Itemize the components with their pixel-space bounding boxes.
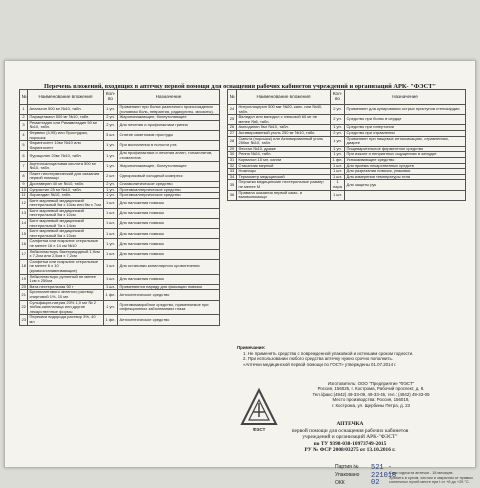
item-purpose: Для наложения повязок: [118, 219, 220, 229]
row-number: 13: [20, 208, 28, 218]
item-purpose: Антисептическое средство: [118, 315, 220, 325]
table-row: [20, 219, 220, 229]
item-quantity: 1 шт.: [331, 174, 345, 180]
item-name: Пакет гипотермический для оказания первой помощи: [28, 171, 104, 181]
row-number: 18: [20, 259, 28, 274]
party-label: Партия №: [335, 464, 359, 470]
item-name: Вата нестерильная 50 г: [28, 284, 104, 290]
item-purpose: Для измерения температуры тела: [345, 174, 466, 180]
row-number: 2: [20, 115, 28, 121]
header-qty: Кол-во: [331, 90, 345, 105]
item-quantity: 1 уп.: [104, 193, 118, 199]
item-quantity: 1 уп.: [331, 146, 345, 152]
item-purpose: Одноразовый холодный компресс: [118, 171, 220, 181]
item-purpose: [345, 190, 466, 200]
item-name: Стаканчик мерный: [237, 163, 331, 169]
item-purpose: Применяют для купирования острых приступов стенокардии: [345, 105, 466, 115]
table-row: [20, 249, 220, 259]
item-quantity: 2 уп.: [331, 130, 345, 136]
manufacturer-info: [283, 381, 459, 408]
row-number: 8: [20, 171, 28, 181]
item-name: Дротаверин 40 мг №10, табл.: [28, 181, 104, 187]
row-number: 4: [20, 130, 28, 140]
item-name: Ножницы: [237, 169, 331, 175]
row-number: 35: [228, 180, 237, 190]
table-row: [20, 300, 220, 315]
header-name: Наименование вложения: [28, 90, 104, 105]
item-name: Активированный уголь 250 мг №10, табл.: [237, 130, 331, 136]
item-quantity: 1 фл.: [104, 315, 118, 325]
item-name: Бинт марлевый медицинский нестерильный 5м х 10см: [28, 208, 104, 218]
item-purpose: Для профилактики и лечения ангин, тонзиллитов, стоматитов: [118, 151, 220, 161]
kit-spec: по ТУ 9398-038-10973749-2015: [313, 440, 387, 447]
row-number: 25: [228, 115, 237, 125]
item-name: Фестал №10, драже: [237, 146, 331, 152]
table-row: [20, 105, 220, 115]
stamp-line: 521 -: [371, 464, 393, 472]
manufacturer-line: Место производства: Россия, 156019,: [332, 397, 410, 403]
item-purpose: Для наложения повязок: [118, 208, 220, 218]
table-row: [20, 315, 220, 325]
item-quantity: 1 уп.: [104, 187, 118, 193]
note-item: «Аптечки медицинской первой помощи по ГОСТ» утверждены 01.07.2014 г.: [243, 361, 397, 367]
item-purpose: Средство при болях в сердце: [345, 115, 466, 125]
item-quantity: 1 уп.: [104, 300, 118, 315]
document-sheet: [4, 60, 476, 487]
notes-heading: Примечание:: [237, 345, 266, 350]
item-quantity: 1 фл.: [104, 290, 118, 300]
item-quantity: 1 шт.: [104, 249, 118, 259]
item-quantity: 1 шт.: [331, 190, 345, 200]
table-row: [228, 115, 466, 125]
row-number: 30: [228, 152, 237, 158]
item-quantity: 2 уп.: [104, 120, 118, 130]
table-row: [228, 136, 466, 146]
row-number: 29: [228, 146, 237, 152]
row-number: 7: [20, 161, 28, 171]
item-name: Ремантадин или Римавитадин 50 мг №10, табл.: [28, 120, 104, 130]
item-purpose: Для наложения повязок: [118, 274, 220, 284]
item-quantity: 1 шт.: [331, 163, 345, 169]
row-number: 1: [20, 105, 28, 115]
contents-table-left: [19, 89, 220, 326]
item-purpose: При изжоге и неприятных ощущениях в желудке: [345, 152, 466, 158]
row-number: 21: [20, 290, 28, 300]
row-number: 3: [20, 120, 28, 130]
table-row: [20, 120, 220, 130]
row-number: 10: [21, 186, 26, 192]
item-name: Лейкопластырь рулонный не менее 1см х 250см: [28, 274, 104, 284]
item-name: Амлодипин 5мг №10, табл.: [237, 125, 331, 131]
item-purpose: Снятие симптомов простуды: [118, 130, 220, 140]
table-row: [20, 161, 220, 171]
packed-label: Упаковано: [335, 472, 360, 478]
item-name: Ренни №24, табл.: [237, 152, 331, 158]
item-quantity: 1 уп.: [104, 161, 118, 171]
table-row: [20, 130, 220, 140]
item-name: Фарингосепт 10мг №10 или Фарингосепт: [28, 141, 104, 151]
item-purpose: Для наложения повязок: [118, 229, 220, 239]
table-header-row: [20, 90, 220, 105]
item-name: Сульфацил-натрия 20% 1,0 мл № 2 тюбик-капельница или другие лекарственные формы: [28, 300, 104, 315]
item-purpose: Антисептическое средство: [118, 290, 220, 300]
item-name: Бинт марлевый медицинский нестерильный 5м х 10см: [28, 229, 104, 239]
manufacturer-line: Россия, 156025, г. Кострома, Рабочий проспект, д. 8.: [317, 386, 425, 392]
item-purpose: Пищеварительное ферментное средство: [345, 146, 466, 152]
manufacturer-line: Изготовитель: ООО "Предприятие "ФЭСТ": [327, 381, 415, 386]
item-name: Супрастин 25 мг №10, табл.: [28, 187, 104, 193]
item-name: Валидол или валидол с глюкозой 60 мг не менее №6, табл.: [237, 115, 331, 125]
kit-description: [231, 421, 469, 454]
row-number: 34: [228, 174, 237, 180]
table-row: [20, 198, 220, 208]
kit-line: учреждений и организаций АРК-"ФЭСТ": [302, 434, 398, 441]
row-number: 20: [21, 283, 26, 289]
item-name: Салфетки или покрытие стерильные не менее 16 х 14 см №10: [28, 239, 104, 249]
item-purpose: Противомикробное средство, применяемое при инфекционных заболеваниях глаза: [118, 300, 220, 315]
item-purpose: Для остановки капиллярного кровотечения: [118, 259, 220, 274]
item-purpose: Противоаллергическое средство: [118, 193, 220, 199]
item-purpose: Для наложения повязок: [118, 198, 220, 208]
row-number: 23: [20, 315, 28, 325]
note-item: 1. Не применять средства с поврежденной упаковкой и истекшим сроком годности.: [243, 350, 414, 356]
note-item: 2. При использовании любого средства аптечку нужно срочно пополнить.: [243, 356, 394, 362]
item-name: Смекта (порошок) или Активированный уголь 250мг №10, табл.: [237, 136, 331, 146]
storage-info: [389, 471, 479, 485]
item-quantity: 1 шт.: [104, 198, 118, 208]
table-row: [228, 105, 466, 115]
item-purpose: Для наложения повязок: [118, 249, 220, 259]
table-row: [20, 141, 220, 151]
item-purpose: Применяют при пищевых интоксикациях, отравлениях, диарее: [345, 136, 466, 146]
row-number: 9: [20, 181, 28, 187]
shelf-life: Срок годности аптечки - 18 месяцев.: [389, 471, 454, 475]
stamp-line: 221018: [371, 471, 397, 480]
header-num: №: [228, 90, 237, 105]
table-row: [20, 239, 220, 249]
header-num: №: [20, 90, 28, 105]
item-name: Правила оказания первой само- и взаимопомощи: [237, 190, 331, 200]
row-number: 22: [20, 300, 28, 315]
row-number: 16: [20, 239, 28, 249]
item-quantity: 1 уп.: [104, 105, 118, 115]
table-row: [20, 229, 220, 239]
kit-heading: АПТЕЧКА: [336, 421, 364, 427]
item-quantity: 1 шт.: [104, 219, 118, 229]
item-name: Перекиси водорода раствор 3%, 40 мл: [28, 315, 104, 325]
row-number: 26: [228, 125, 237, 131]
row-number: 31: [228, 157, 237, 163]
item-name: Фурацилин 20мг №10, табл.: [28, 151, 104, 161]
item-quantity: 1 шт.: [104, 229, 118, 239]
item-quantity: 1 шт.: [104, 208, 118, 218]
item-quantity: 1 шт.: [104, 284, 118, 290]
table-row: [20, 274, 220, 284]
item-quantity: 1 шт.: [331, 169, 345, 175]
item-name: Корвалол 15 мл, капли: [237, 157, 331, 163]
item-name: Нитроглицерин 500 мкг №20, капс. или №40, табл.: [237, 105, 331, 115]
item-quantity: 1 уп.: [331, 152, 345, 158]
item-purpose: Успокаивающее средство: [345, 157, 466, 163]
stamp-line: 02: [371, 479, 380, 487]
row-number: 6: [20, 151, 28, 161]
item-purpose: Для защиты рук: [345, 180, 466, 190]
row-number: 27: [228, 130, 237, 136]
item-quantity: 2 уп.: [331, 105, 345, 115]
item-name: Термометр медицинский: [237, 174, 331, 180]
item-name: Бриллиантового зеленого раствор спиртовой 1%, 10 мл: [28, 290, 104, 300]
item-quantity: 3 шт.: [104, 130, 118, 140]
document-title: Перечень вложений, входящих в аптечку первой помощи для оснащения рабочих кабинетов учреждений и организаций АРК- "ФЭСТ": [43, 83, 437, 90]
item-quantity: 2 шт.: [104, 171, 118, 181]
row-number: 33: [228, 169, 237, 175]
storage-conditions: Хранить в сухом, чистом и закрытом от прямых солнечных лучей месте при t от +8 до +25 °C.: [389, 475, 474, 485]
item-quantity: 2 уп.: [104, 115, 118, 121]
row-number: 17: [20, 249, 28, 259]
otk-label: ОКК: [335, 480, 345, 486]
table-header-row: [228, 90, 466, 105]
item-purpose: Средство при гипертонии: [345, 125, 466, 131]
item-purpose: Применяют при болях различного происхождения (головная боль, невралгия, радикулиты, миозиты).: [118, 105, 220, 115]
item-purpose: Для разрезания повязок, упаковки: [345, 169, 466, 175]
item-name: Фервекс (4,95) или Простудокс, порошок: [28, 130, 104, 140]
table-row: [20, 171, 220, 181]
table-row: [20, 208, 220, 218]
item-purpose: Жаропонижающее, болеутоляющее: [118, 161, 220, 171]
item-purpose: Применяются наряду для фиксации повязок: [118, 284, 220, 290]
item-purpose: Противоаллергическое средство: [118, 187, 220, 193]
item-name: Ацетилсалициловая кислота 500 мг №10, табл.: [28, 161, 104, 171]
row-number: 15: [20, 229, 28, 239]
row-number: 36: [228, 190, 237, 200]
item-purpose: Для приема лекарственных средств: [345, 163, 466, 169]
manufacturer-line: Тел./факс:(4942) 49-33-09, 49-33-45, тел.: (4942) 49-33-05: [312, 391, 430, 397]
item-quantity: 1 фл.: [331, 157, 345, 163]
item-purpose: Средство при отравлении: [345, 130, 466, 136]
row-number: 5: [20, 141, 28, 151]
item-quantity: 1 уп.: [331, 136, 345, 146]
item-quantity: 1 уп.: [104, 239, 118, 249]
item-name: Лоратадин №10, табл.: [28, 193, 104, 199]
notes-block: [237, 345, 469, 367]
table-row: [20, 290, 220, 300]
item-purpose: Жаропонижающее, болеутоляющее: [118, 115, 220, 121]
contents-table-right: [227, 89, 466, 201]
kit-line: первой помощи для оснащения рабочих кабинетов: [291, 427, 409, 434]
table-row: [228, 180, 466, 190]
item-quantity: 1 шт.: [104, 274, 118, 284]
row-number: 12: [20, 198, 28, 208]
item-quantity: 1 уп.: [104, 151, 118, 161]
row-number: 32: [228, 163, 237, 169]
logo-caption: ФЭСТ: [252, 427, 266, 432]
item-quantity: 1 уп.: [104, 141, 118, 151]
item-name: Перчатки медицинские нестерильные размер не менее М: [237, 180, 331, 190]
item-name: Бинт марлевый медицинский нестерильный 7м х 14см: [28, 219, 104, 229]
table-row: [20, 259, 220, 274]
item-quantity: 1 шт.: [104, 259, 118, 274]
item-name: Салфетки или покрытие стерильные не менее 6 х 10 (кровоостанавливающие): [28, 259, 104, 274]
row-number: 24: [228, 105, 237, 115]
kit-registration: РУ № ФСР 2008/03275 от 13.10.2016 г.: [304, 447, 396, 454]
header-purpose: Назначение: [345, 90, 466, 105]
item-quantity: 1 пара: [331, 180, 345, 190]
header-qty: Кол-во: [104, 90, 118, 105]
table-row: [228, 190, 466, 200]
item-name: Бинт марлевый медицинский нестерильный 5м х 10см или 5м х 7см: [28, 198, 104, 208]
item-quantity: 2 уп.: [104, 181, 118, 187]
row-number: 28: [228, 136, 237, 146]
row-number: 19: [20, 274, 28, 284]
item-quantity: 2 уп.: [331, 115, 345, 125]
item-name: Анальгин 500 мг №10, табл.: [28, 105, 104, 115]
item-name: Лейкопластырь бактерицидный 1,9см х 7,2см или 2,5см х 7,2см: [28, 249, 104, 259]
row-number: 14: [20, 219, 28, 229]
header-purpose: Назначение: [118, 90, 220, 105]
manufacturer-line: г. Кострома, ул. Щербины Петра, д. 23: [331, 402, 411, 408]
header-name: Наименование вложения: [237, 90, 331, 105]
item-purpose: Для наложения повязок: [118, 239, 220, 249]
item-purpose: При воспалении в полости рта: [118, 141, 220, 151]
item-purpose: Для лечения и профилактики гриппа: [118, 120, 220, 130]
item-name: Парацетамол 500 мг №10, табл.: [28, 115, 104, 121]
table-row: [20, 151, 220, 161]
item-quantity: 1 уп.: [331, 125, 345, 131]
lot-labels: [335, 463, 359, 487]
item-purpose: Спазмолитическое средство: [118, 181, 220, 187]
row-number: 11: [21, 192, 26, 198]
